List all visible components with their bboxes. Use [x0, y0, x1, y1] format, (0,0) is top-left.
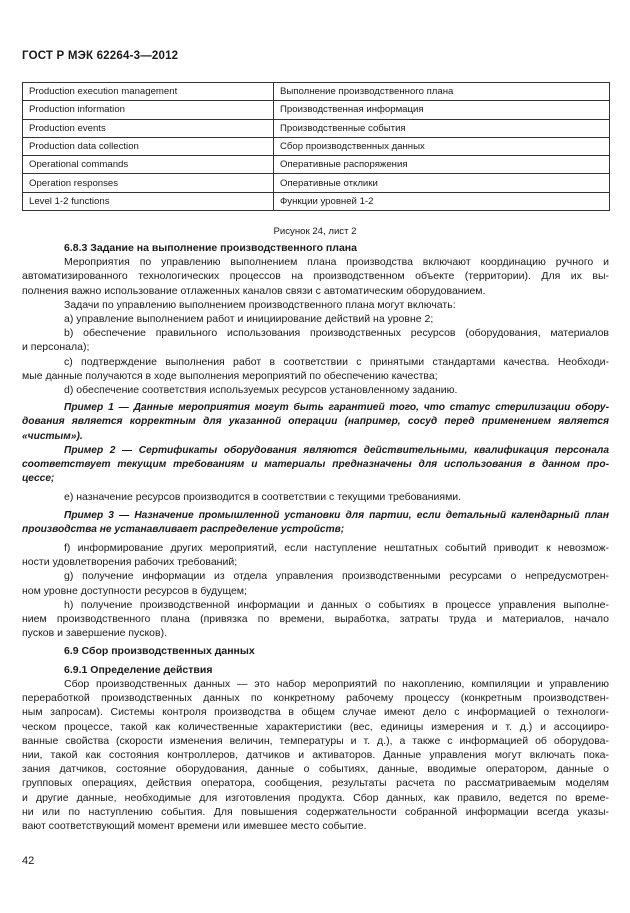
text-line: ванные свойства (скорости изменения величин, температуры и т. д.), а также с информацией об оборудова-	[22, 734, 609, 747]
english-term-cell: Operational commands	[23, 156, 274, 174]
paragraph	[22, 541, 609, 569]
body-text	[22, 241, 609, 833]
text-line: d) обеспечение соответствия используемых ресурсов установленному заданию.	[64, 384, 458, 397]
table-row	[23, 101, 610, 119]
text-line: e) назначение ресурсов производится в соответствии с текущими требованиями.	[64, 491, 462, 504]
english-term-cell: Production data collection	[23, 137, 274, 155]
text-line: мые данные получаются в ходе выполнения мероприятий по обеспечению качества;	[22, 369, 438, 382]
table-row	[23, 192, 610, 210]
paragraph	[22, 383, 609, 397]
text-line: нием производственного плана (привязка по времени, выработка, затраты труда и материалов, начало	[22, 613, 609, 626]
text-line: Пример 2 — Сертификаты оборудования являются действительными, квалификация персонала	[64, 444, 609, 456]
example-note	[22, 401, 609, 444]
text-line: соответствует текущим требованиям и материалы предназначены для использования в данном про-	[22, 459, 609, 471]
text-line: ни или по наступлению события. Для повышения содержательности собранной информации всегда указы-	[22, 805, 609, 818]
table-row	[23, 137, 610, 155]
paragraph	[22, 569, 609, 597]
text-line: зания датчиков, состояние оборудования, данные о событиях, данные, вводимые оператором, данные о	[22, 763, 609, 776]
text-line: a) управление выполнением работ и инициирование действий на уровне 2;	[64, 313, 434, 326]
figure-caption: Рисунок 24, лист 2	[273, 226, 357, 237]
paragraph	[22, 326, 609, 354]
text-line: переработкой производственных данных по конкретному рабочему процессу (конкретным производствен-	[22, 692, 609, 705]
english-term-cell: Production events	[23, 119, 274, 137]
paragraph	[22, 355, 609, 383]
russian-term-cell: Функции уровней 1-2	[274, 192, 610, 210]
text-line: полнения важно использование отлаженных каналов связи с автоматическим оборудованием.	[22, 284, 486, 297]
russian-term-cell: Оперативные распоряжения	[274, 156, 610, 174]
table-row	[23, 174, 610, 192]
text-line: Пример 3 — Назначение промышленной установки для партии, если детальный календарный план	[64, 509, 609, 521]
russian-term-cell: Выполнение производственного плана	[274, 83, 610, 101]
text-line: g) получение информации из отдела управления производственными ресурсами о непредусмотрен-	[64, 570, 609, 583]
section-heading	[22, 663, 609, 677]
paragraph	[22, 255, 609, 298]
table-row	[23, 156, 610, 174]
text-line: вают соответствующий момент времени или имевшее место событие.	[22, 819, 367, 832]
text-line: 6.8.3 Задание на выполнение производственного плана	[64, 242, 357, 254]
table-row	[23, 119, 610, 137]
russian-term-cell: Производственные события	[274, 119, 610, 137]
text-line: ном уровне доступности ресурсов в будущем;	[22, 584, 247, 597]
text-line: производства не устанавливает распределение устройств;	[22, 523, 345, 535]
english-term-cell: Level 1-2 functions	[23, 192, 274, 210]
text-line: c) подтверждение выполнения работ в соответствии с принятыми стандартами качества. Необходи-	[64, 355, 609, 368]
english-term-cell: Production execution management	[23, 83, 274, 101]
text-line: ности удовлетворения рабочих требований;	[22, 556, 238, 569]
table-row	[23, 83, 610, 101]
text-line: f) информирование других мероприятий, если наступление нештатных событий приводит к невозмож-	[64, 542, 609, 555]
text-line: дования является корректным для указанной операции (например, сосуд перед применением является	[22, 416, 609, 428]
text-line: «чистым»).	[22, 430, 83, 442]
paragraph	[22, 598, 609, 641]
russian-term-cell: Оперативные отклики	[274, 174, 610, 192]
text-line: нии, такой как состояния контроллеров, датчиков и активаторов. Данные управления могут включать пока-	[22, 748, 609, 761]
english-term-cell: Production information	[23, 101, 274, 119]
example-note	[22, 509, 609, 537]
text-line: цессе;	[22, 473, 55, 485]
paragraph	[22, 490, 609, 504]
text-line: пусков и завершение пусков).	[22, 627, 167, 640]
text-line: Пример 1 — Данные мероприятия могут быть гарантией того, что статус стерилизации обору-	[64, 402, 609, 414]
text-line: Мероприятия по управлению выполнением плана производства включают координацию ручного и	[64, 256, 609, 269]
text-line: h) получение производственной информации и данных о событиях в процессе управления выполне-	[64, 598, 609, 611]
text-line: ческом процессе, такой как количественные характеристики (вес, единицы измерения и т. д.) и ассоцииро-	[22, 720, 609, 733]
document-header: ГОСТ Р МЭК 62264-3—2012	[22, 50, 179, 62]
text-line: и другие данные, необходимые для изготовления продукта. Сбор данных, как правило, ведется по време-	[22, 791, 609, 804]
text-line: ным запросам). Системы контроля производства в общем случае имеют дело с информацией о технологи-	[22, 706, 609, 719]
paragraph	[22, 312, 609, 326]
example-note	[22, 444, 609, 487]
text-line: 6.9 Сбор производственных данных	[64, 645, 255, 658]
section-heading	[22, 644, 609, 658]
text-line: Сбор производственных данных — это набор мероприятий по накоплению, компиляции и управлению	[64, 677, 609, 690]
terms-table	[22, 82, 610, 211]
text-line: 6.9.1 Определение действия	[64, 663, 213, 676]
paragraph	[22, 677, 609, 833]
text-line: b) обеспечение правильного использования производственных ресурсов (оборудования, материалов	[64, 327, 609, 340]
english-term-cell: Operation responses	[23, 174, 274, 192]
text-line: групповых операциях, действия оператора, сообщения, результаты расчета по рассматриваемым моделям	[22, 777, 609, 790]
text-line: автоматизированного технологических процессов на производственном объекте (территории). Для их вы-	[22, 270, 609, 283]
page-number: 42	[22, 855, 35, 867]
russian-term-cell: Сбор производственных данных	[274, 137, 610, 155]
text-line: и персонала);	[22, 341, 90, 354]
section-heading	[22, 241, 609, 255]
russian-term-cell: Производственная информация	[274, 101, 610, 119]
paragraph	[22, 298, 609, 312]
text-line: Задачи по управлению выполнением производственного плана могут включать:	[64, 298, 456, 311]
